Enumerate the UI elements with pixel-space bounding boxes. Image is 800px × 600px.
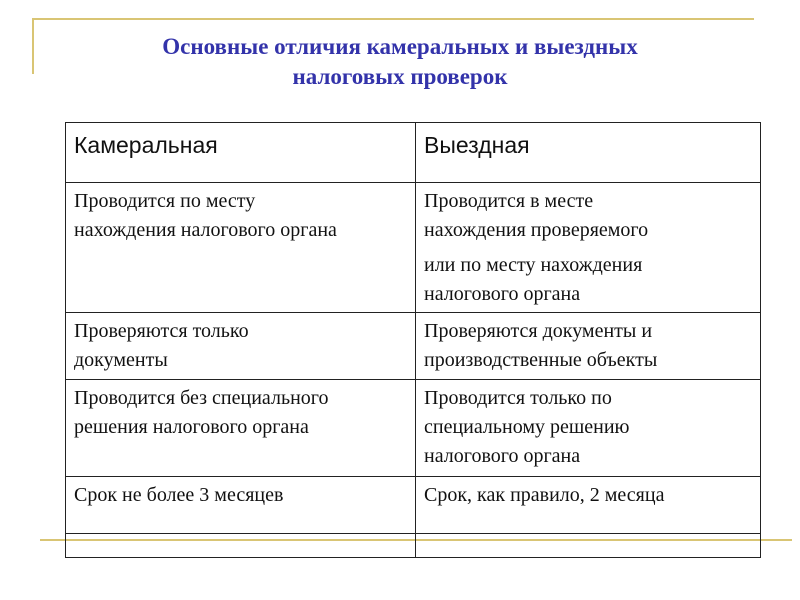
header-desk-audit: Камеральная (66, 123, 416, 183)
table-cell-desk (66, 534, 416, 558)
left-accent-line (32, 18, 34, 74)
table-cell-field (416, 183, 761, 313)
cell-text: Проводится в месте (424, 190, 594, 212)
cell-text: Проводится только по (424, 387, 612, 409)
cell-text: производственные объекты (424, 349, 658, 371)
header-field-audit: Выездная (416, 123, 761, 183)
table-cell-desk (66, 183, 416, 313)
slide-title-line-1: Основные отличия камеральных и выездных (162, 34, 638, 59)
cell-text: Проводится по месту (74, 190, 256, 212)
table-cell-desk (66, 380, 416, 477)
cell-text: документы (74, 349, 168, 371)
cell-text: Проводится без специального (74, 387, 329, 409)
slide-title (60, 32, 740, 92)
cell-text: или по месту нахождения (424, 254, 643, 276)
table-cell-field (416, 477, 761, 534)
cell-text: специальному решению (424, 416, 630, 438)
top-accent-line (32, 18, 754, 20)
cell-text: налогового органа (424, 283, 581, 305)
table-cell-desk (66, 477, 416, 534)
comparison-table (65, 122, 761, 558)
table-row-empty (66, 534, 761, 558)
cell-text: нахождения проверяемого (424, 219, 649, 241)
cell-text: налогового органа (424, 445, 581, 467)
table-header-row (66, 123, 761, 183)
cell-text: Срок не более 3 месяцев (74, 484, 284, 506)
cell-text: Проверяются только (74, 320, 249, 342)
table-row (66, 183, 761, 313)
cell-text: решения налогового органа (74, 416, 309, 438)
cell-text: нахождения налогового органа (74, 219, 337, 241)
cell-text: Срок, как правило, 2 месяца (424, 484, 665, 506)
slide-title-line-2: налоговых проверок (292, 64, 508, 89)
cell-text: Проверяются документы и (424, 320, 653, 342)
table-cell-desk (66, 313, 416, 380)
table-row (66, 313, 761, 380)
table-row (66, 380, 761, 477)
table-cell-field (416, 534, 761, 558)
table-row (66, 477, 761, 534)
table-cell-field (416, 313, 761, 380)
table-cell-field (416, 380, 761, 477)
